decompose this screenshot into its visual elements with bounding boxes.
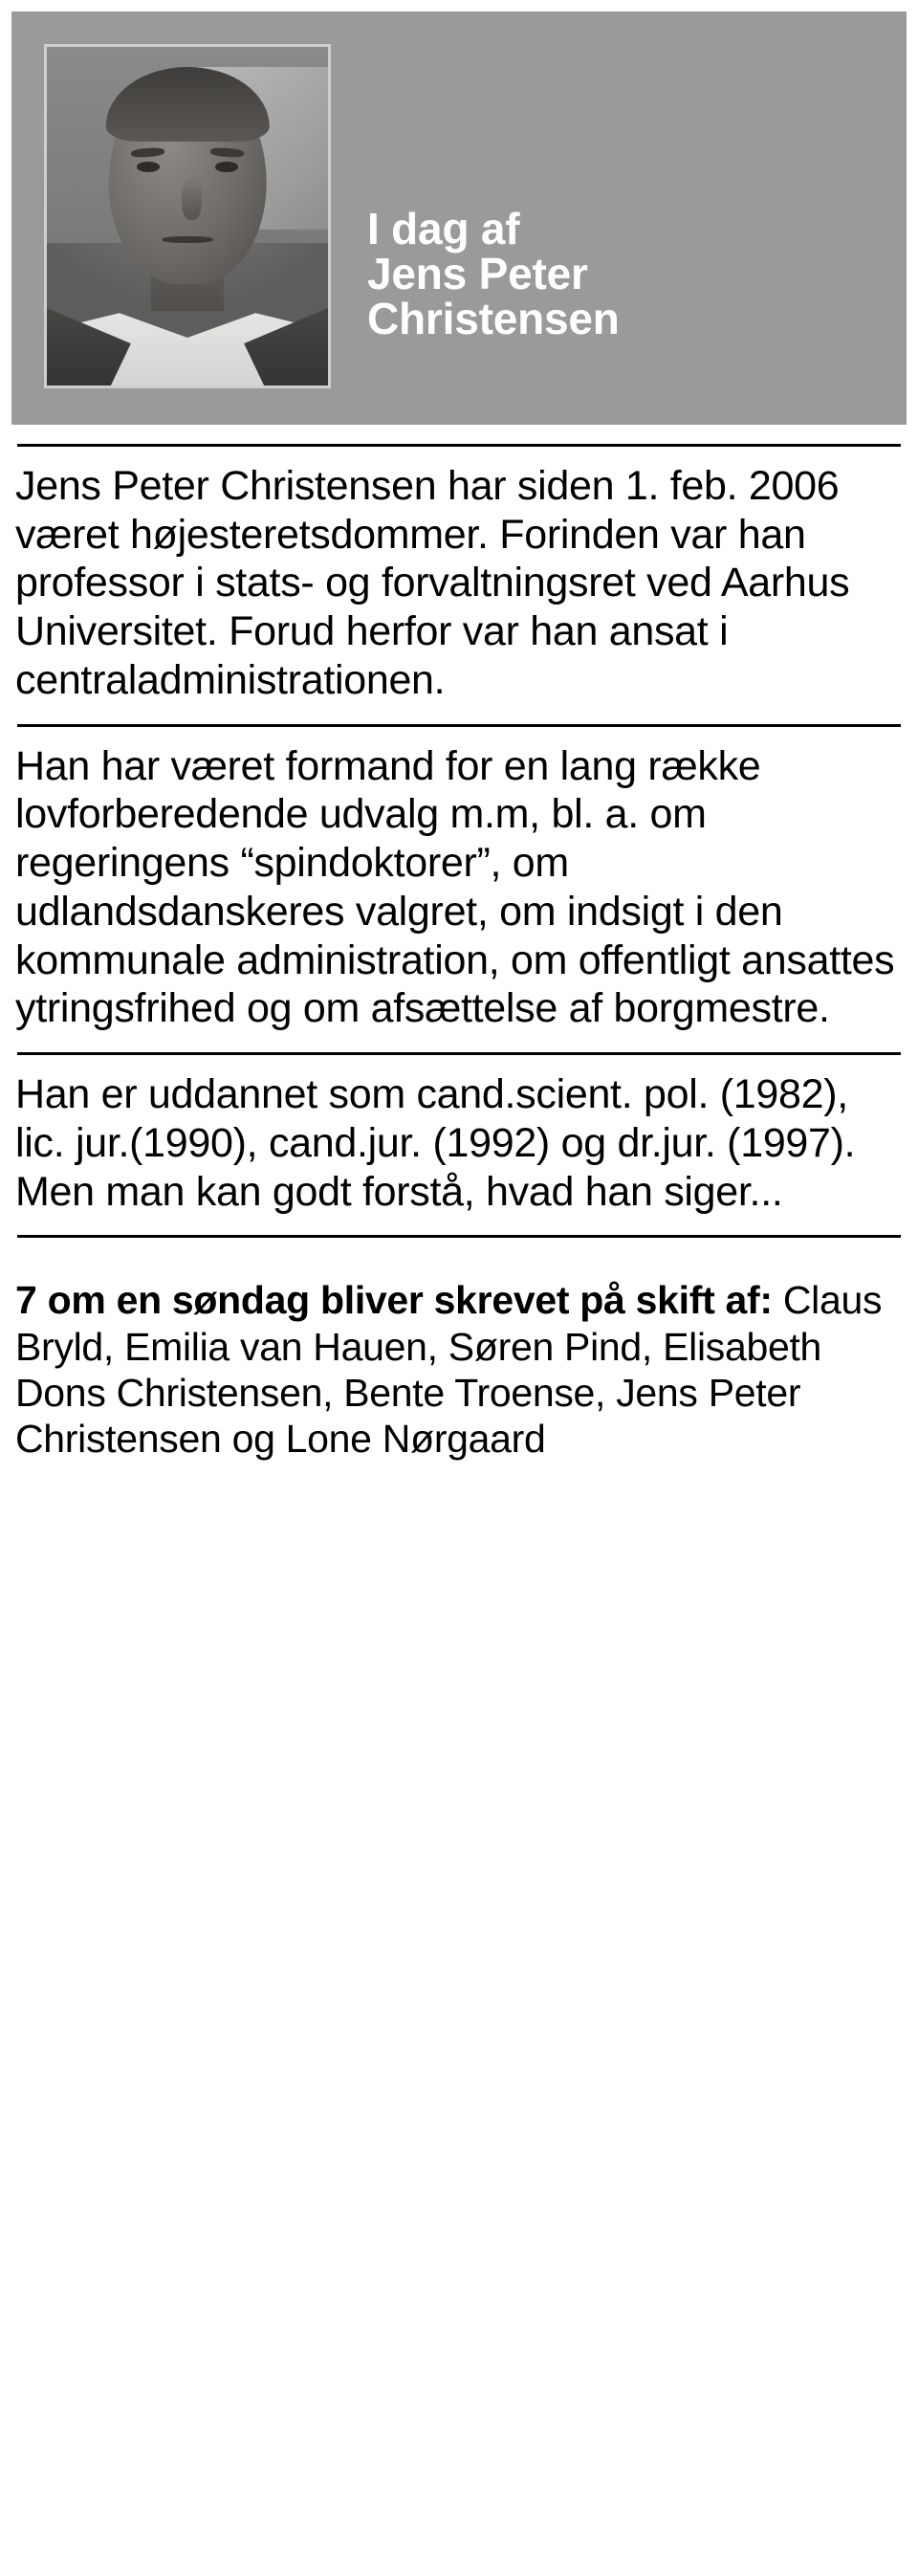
byline-name-line-2: Christensen <box>367 293 620 343</box>
footer-contributors: Claus Bryld, Emilia van Hauen, Søren Pind, Elisabeth Dons Christensen, Bente Troense, Jens Peter Christensen og Lone Nørgaard <box>15 1278 883 1462</box>
portrait-photo <box>44 44 331 388</box>
byline-text <box>367 204 620 343</box>
article-sidebar <box>0 11 918 2576</box>
paragraph-committees: Han har været formand for en lang række lovforberedende udvalg m.m, bl. a. om regeringens “spindoktorer”, om udlandsdanskeres valgret, om indsigt i den kommunale administration, om offentligt ansattes ytringsfrihed og om afsættelse af borgmestre. <box>15 742 895 1032</box>
paragraph-education: Han er uddannet som cand.scient. pol. (1982), lic. jur.(1990), cand.jur. (1992) og dr.jur. (1997). Men man kan godt forstå, hvad han siger... <box>15 1071 856 1215</box>
divider-2 <box>17 1052 901 1055</box>
footer-lead: 7 om en søndag bliver skrevet på skift af: <box>15 1278 773 1323</box>
byline-name-line-1: Jens Peter <box>367 248 588 298</box>
divider-top <box>17 444 901 447</box>
bottom-spacer <box>13 1502 905 1540</box>
paragraph-bio: Jens Peter Christensen har siden 1. feb. 2006 været højesteretsdommer. Forinden var han professor i stats- og forvaltningsret ved Aarhus Universitet. Forud herfor var han ansat i centraladministrationen. <box>15 463 850 703</box>
byline-kicker: I dag af <box>367 204 520 253</box>
byline-header <box>11 11 907 425</box>
article-body <box>0 444 918 1540</box>
divider-1 <box>17 724 901 727</box>
portrait-mouth <box>163 236 213 243</box>
portrait-eye-left <box>137 162 160 172</box>
footer-note <box>13 1277 905 1463</box>
divider-3 <box>17 1235 901 1238</box>
portrait-nose <box>182 176 202 220</box>
portrait-eye-right <box>215 162 238 172</box>
